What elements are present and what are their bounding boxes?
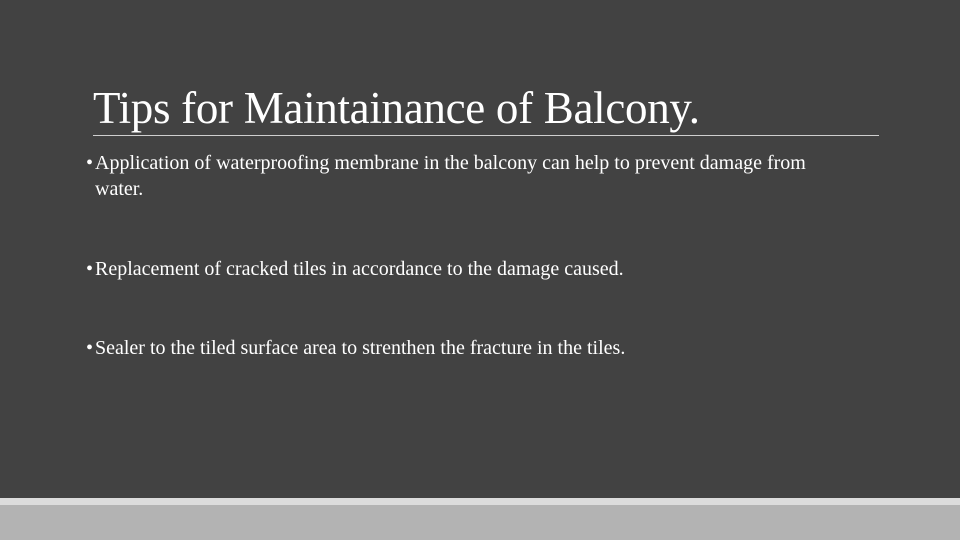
footer-band: [0, 505, 960, 540]
bullet-item: [86, 150, 855, 202]
slide-title: Tips for Maintainance of Balcony.: [93, 83, 700, 133]
bullet-item: [86, 335, 855, 361]
bullet-marker: •: [86, 152, 94, 174]
bullet-item: [86, 256, 855, 282]
footer-accent-stripe: [0, 498, 960, 505]
bullet-text: Replacement of cracked tiles in accordance to the damage caused.: [95, 258, 624, 280]
title-underline: [93, 135, 879, 136]
bullet-marker: •: [86, 337, 94, 359]
bullet-text: Application of waterproofing membrane in the balcony can help to prevent damage from water.: [95, 152, 806, 200]
bullet-text: Sealer to the tiled surface area to strenthen the fracture in the tiles.: [95, 337, 626, 359]
bullet-marker: •: [86, 258, 94, 280]
